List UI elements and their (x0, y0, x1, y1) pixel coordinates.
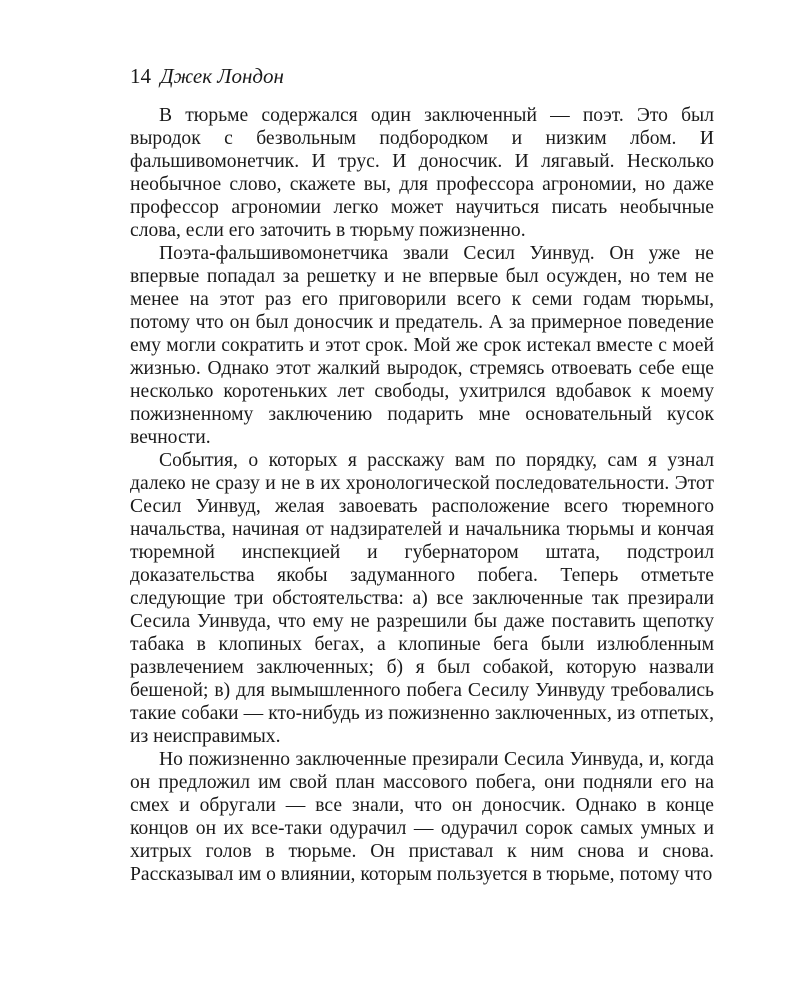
paragraph: События, о которых я расскажу вам по порядку, сам я узнал далеко не сразу и не в их хронологической последовательности. Этот Сесил Уинвуд, желая завоевать расположение всего тюремного начальства, начиная от надзирателей и начальника тюрьмы и кончая тюремной инспекцией и губернатором штата, подстроил доказательства якобы задуманного побега. Теперь отметьте следующие три обстоятельства: а) все заключенные так презирали Сесила Уинвуда, что ему не разрешили бы даже поставить щепотку табака в клопиных бегах, а клопиные бега были излюбленным развлечением заключенных; б) я был собакой, которую назвали бешеной; в) для вымышленного побега Сесилу Уинвуду требовались такие собаки — кто-нибудь из пожизненно заключенных, из отпетых, из неисправимых. (130, 450, 714, 747)
paragraph: В тюрьме содержался один заключенный — поэт. Это был выродок с безвольным подбородком и низким лбом. И фальшивомонетчик. И трус. И доносчик. И лягавый. Несколько необычное слово, скажете вы, для профессора агрономии, но даже профессор агрономии легко может научиться писать необычные слова, если его заточить в тюрьму пожизненно. (130, 105, 714, 241)
book-page (130, 62, 714, 886)
running-head (130, 62, 714, 90)
paragraph: Но пожизненно заключенные презирали Сесила Уинвуда, и, когда он предложил им свой план массового побега, они подняли его на смех и обругали — все знали, что он доносчик. Однако в конце концов он их все-таки одурачил — одурачил сорок самых умных и хитрых голов в тюрьме. Он приставал к ним снова и снова. Рассказывал им о влиянии, которым пользуется в тюрьме, потому что (130, 749, 714, 885)
paragraph: Поэта-фальшивомонетчика звали Сесил Уинвуд. Он уже не впервые попадал за решетку и не впервые был осужден, но тем не менее на этот раз его приговорили всего к семи годам тюрьмы, потому что он был доносчик и предатель. А за примерное поведение ему могли сократить и этот срок. Мой же срок истекал вместе с моей жизнью. Однако этот жалкий выродок, стремясь отвоевать себе еще несколько коротеньких лет свободы, ухитрился вдобавок к моему пожизненному заключению подарить мне основательный кусок вечности. (130, 243, 714, 448)
running-title: Джек Лондон (160, 64, 284, 88)
body-text (130, 104, 714, 886)
page-number: 14 (130, 64, 151, 88)
